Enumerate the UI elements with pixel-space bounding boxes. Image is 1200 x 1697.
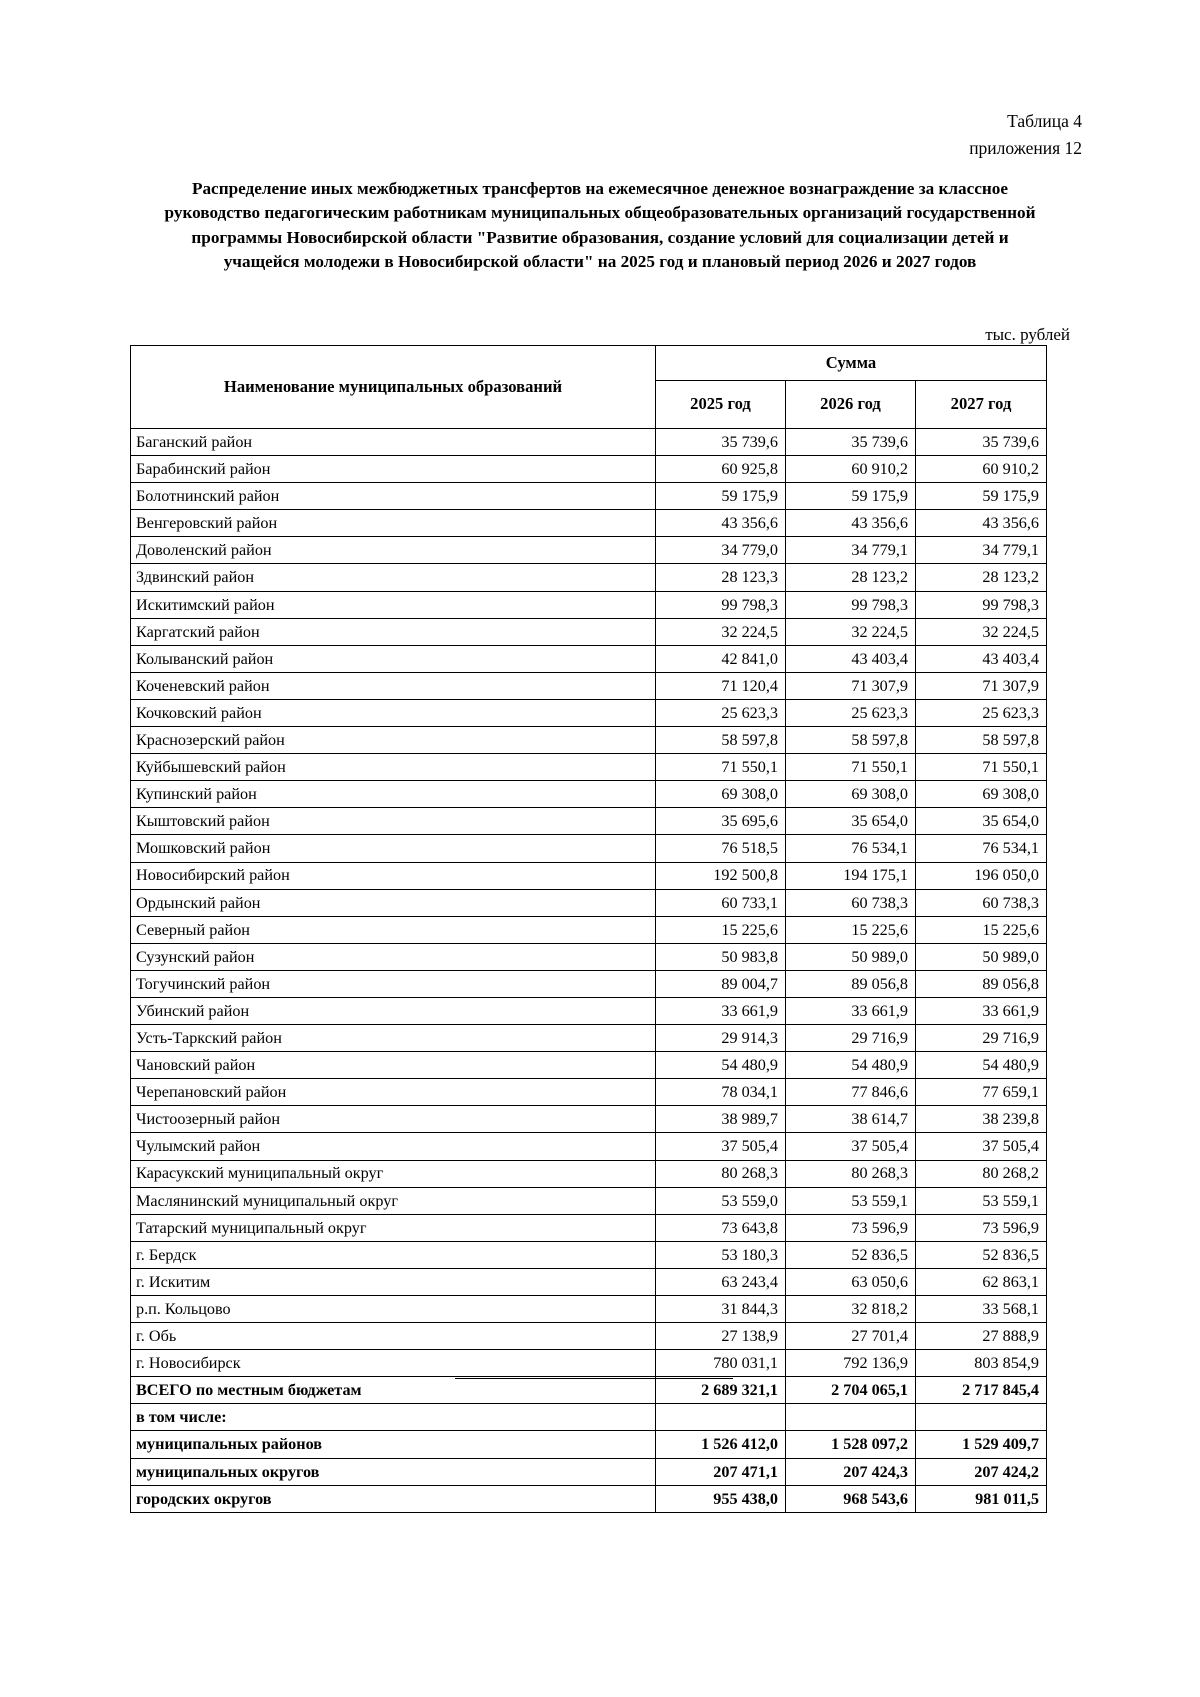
table-row [131, 862, 1047, 889]
row-value-2027: 38 239,8 [916, 1106, 1047, 1133]
row-value-2026: 792 136,9 [786, 1350, 916, 1377]
row-value-2025: 1 526 412,0 [656, 1431, 786, 1458]
row-label: Новосибирский район [131, 862, 656, 889]
row-value-2027: 35 739,6 [916, 429, 1047, 456]
table-row [131, 781, 1047, 808]
row-value-2026: 69 308,0 [786, 781, 916, 808]
row-value-2027: 25 623,3 [916, 699, 1047, 726]
row-value-2025: 60 925,8 [656, 456, 786, 483]
table-row [131, 537, 1047, 564]
row-value-2025: 28 123,3 [656, 564, 786, 591]
row-label: Сузунский район [131, 943, 656, 970]
row-value-2027: 33 661,9 [916, 997, 1047, 1024]
row-label: Коченевский район [131, 672, 656, 699]
row-value-2026: 58 597,8 [786, 727, 916, 754]
row-value-2027: 52 836,5 [916, 1241, 1047, 1268]
table-row [131, 727, 1047, 754]
row-value-2027: 60 738,3 [916, 889, 1047, 916]
table-row [131, 645, 1047, 672]
row-value-2025: 80 268,3 [656, 1160, 786, 1187]
table-row [131, 510, 1047, 537]
row-value-2025: 53 180,3 [656, 1241, 786, 1268]
row-label: Чистоозерный район [131, 1106, 656, 1133]
row-value-2026: 71 307,9 [786, 672, 916, 699]
row-value-2027: 1 529 409,7 [916, 1431, 1047, 1458]
row-value-2027: 34 779,1 [916, 537, 1047, 564]
row-value-2027: 62 863,1 [916, 1268, 1047, 1295]
row-value-2026: 37 505,4 [786, 1133, 916, 1160]
table-row [131, 1458, 1047, 1485]
row-value-2025: 42 841,0 [656, 645, 786, 672]
row-value-2025: 69 308,0 [656, 781, 786, 808]
table-reference-block [969, 108, 1082, 162]
row-value-2025: 43 356,6 [656, 510, 786, 537]
table-row [131, 699, 1047, 726]
table-number-label: Таблица 4 [1007, 111, 1082, 131]
table-row [131, 618, 1047, 645]
row-value-2026: 968 543,6 [786, 1485, 916, 1512]
row-value-2025: 35 739,6 [656, 429, 786, 456]
row-value-2025: 192 500,8 [656, 862, 786, 889]
row-label: Баганский район [131, 429, 656, 456]
table-row [131, 429, 1047, 456]
column-header-year-2025: 2025 год [656, 381, 786, 429]
row-label: Убинский район [131, 997, 656, 1024]
row-value-2026: 29 716,9 [786, 1025, 916, 1052]
table-row [131, 835, 1047, 862]
row-value-2026: 25 623,3 [786, 699, 916, 726]
row-value-2027: 35 654,0 [916, 808, 1047, 835]
row-value-2025: 15 225,6 [656, 916, 786, 943]
row-value-2026: 73 596,9 [786, 1214, 916, 1241]
row-label: Черепановский район [131, 1079, 656, 1106]
row-label: ВСЕГО по местным бюджетам [131, 1377, 656, 1404]
table-row [131, 1187, 1047, 1214]
row-value-2025: 35 695,6 [656, 808, 786, 835]
row-value-2026: 194 175,1 [786, 862, 916, 889]
row-label: Карасукский муниципальный округ [131, 1160, 656, 1187]
row-value-2027: 80 268,2 [916, 1160, 1047, 1187]
row-label: Искитимский район [131, 591, 656, 618]
row-value-2025: 71 550,1 [656, 754, 786, 781]
row-label: Усть-Таркский район [131, 1025, 656, 1052]
row-value-2026: 27 701,4 [786, 1323, 916, 1350]
row-label: Краснозерский район [131, 727, 656, 754]
row-label: г. Искитим [131, 1268, 656, 1295]
row-label: Мошковский район [131, 835, 656, 862]
row-value-2026: 54 480,9 [786, 1052, 916, 1079]
title-line-3: программы Новосибирской области "Развитие образования, создание условий для социализации детей и [191, 227, 1009, 247]
row-label: Чановский район [131, 1052, 656, 1079]
row-value-2027: 99 798,3 [916, 591, 1047, 618]
row-value-2027: 69 308,0 [916, 781, 1047, 808]
table-row [131, 1241, 1047, 1268]
row-value-2025 [656, 1404, 786, 1431]
table-row [131, 1133, 1047, 1160]
row-value-2027: 53 559,1 [916, 1187, 1047, 1214]
row-label: Венгеровский район [131, 510, 656, 537]
row-value-2026: 89 056,8 [786, 970, 916, 997]
row-value-2025: 780 031,1 [656, 1350, 786, 1377]
table-row [131, 483, 1047, 510]
row-value-2026: 99 798,3 [786, 591, 916, 618]
row-value-2027: 15 225,6 [916, 916, 1047, 943]
row-label: Барабинский район [131, 456, 656, 483]
table-row [131, 1296, 1047, 1323]
appendix-number-label: приложения 12 [969, 138, 1082, 159]
distribution-table [130, 345, 1047, 1513]
row-value-2026: 33 661,9 [786, 997, 916, 1024]
table-row [131, 1404, 1047, 1431]
row-value-2026: 60 910,2 [786, 456, 916, 483]
row-value-2025: 58 597,8 [656, 727, 786, 754]
row-value-2025: 60 733,1 [656, 889, 786, 916]
row-value-2025: 99 798,3 [656, 591, 786, 618]
row-value-2027 [916, 1404, 1047, 1431]
table-row [131, 564, 1047, 591]
row-label: Татарский муниципальный округ [131, 1214, 656, 1241]
row-value-2025: 25 623,3 [656, 699, 786, 726]
table-row [131, 1025, 1047, 1052]
row-value-2025: 29 914,3 [656, 1025, 786, 1052]
row-value-2026: 1 528 097,2 [786, 1431, 916, 1458]
column-header-year-2026: 2026 год [786, 381, 916, 429]
row-value-2027: 207 424,2 [916, 1458, 1047, 1485]
row-label: Болотнинский район [131, 483, 656, 510]
row-value-2027: 76 534,1 [916, 835, 1047, 862]
table-row [131, 672, 1047, 699]
row-value-2026: 207 424,3 [786, 1458, 916, 1485]
table-row [131, 808, 1047, 835]
row-value-2025: 207 471,1 [656, 1458, 786, 1485]
row-label: муниципальных районов [131, 1431, 656, 1458]
row-value-2026: 35 739,6 [786, 429, 916, 456]
table-row [131, 1323, 1047, 1350]
row-value-2025: 2 689 321,1 [656, 1377, 786, 1404]
document-title [130, 177, 1070, 275]
row-value-2027: 50 989,0 [916, 943, 1047, 970]
row-value-2025: 34 779,0 [656, 537, 786, 564]
row-label: Доволенский район [131, 537, 656, 564]
row-value-2026: 43 356,6 [786, 510, 916, 537]
row-value-2025: 78 034,1 [656, 1079, 786, 1106]
table-row [131, 591, 1047, 618]
title-line-1: Распределение иных межбюджетных трансфертов на ежемесячное денежное вознаграждение за классное [191, 179, 1009, 198]
row-value-2026: 28 123,2 [786, 564, 916, 591]
row-value-2025: 37 505,4 [656, 1133, 786, 1160]
row-value-2026: 32 224,5 [786, 618, 916, 645]
row-value-2027: 33 568,1 [916, 1296, 1047, 1323]
units-caption: тыс. рублей [985, 325, 1070, 344]
row-value-2027: 27 888,9 [916, 1323, 1047, 1350]
row-value-2027: 89 056,8 [916, 970, 1047, 997]
table-row [131, 1160, 1047, 1187]
table-row [131, 1350, 1047, 1377]
row-value-2026: 32 818,2 [786, 1296, 916, 1323]
row-value-2026: 35 654,0 [786, 808, 916, 835]
table-body [131, 429, 1047, 1513]
distribution-table-wrapper [130, 345, 1046, 1513]
row-value-2027: 981 011,5 [916, 1485, 1047, 1512]
row-value-2027: 59 175,9 [916, 483, 1047, 510]
table-row [131, 1431, 1047, 1458]
row-value-2025: 89 004,7 [656, 970, 786, 997]
column-header-sum: Сумма [656, 346, 1047, 381]
row-value-2027: 71 550,1 [916, 754, 1047, 781]
table-row [131, 1485, 1047, 1512]
row-value-2026: 53 559,1 [786, 1187, 916, 1214]
row-label: г. Обь [131, 1323, 656, 1350]
row-value-2026: 80 268,3 [786, 1160, 916, 1187]
table-row [131, 970, 1047, 997]
table-row [131, 1106, 1047, 1133]
row-value-2025: 54 480,9 [656, 1052, 786, 1079]
row-value-2027: 71 307,9 [916, 672, 1047, 699]
row-value-2025: 59 175,9 [656, 483, 786, 510]
row-value-2025: 71 120,4 [656, 672, 786, 699]
row-value-2025: 63 243,4 [656, 1268, 786, 1295]
row-value-2027: 43 356,6 [916, 510, 1047, 537]
row-value-2026: 60 738,3 [786, 889, 916, 916]
row-value-2026 [786, 1404, 916, 1431]
row-label: г. Бердск [131, 1241, 656, 1268]
row-value-2025: 50 983,8 [656, 943, 786, 970]
title-line-2: руководство педагогическим работникам муниципальных общеобразовательных организаций государственной [164, 203, 1036, 223]
title-line-4: учащейся молодежи в Новосибирской области" на 2025 год и плановый период 2026 и 2027 годов [223, 252, 977, 272]
row-value-2026: 71 550,1 [786, 754, 916, 781]
footer-divider [455, 1378, 733, 1379]
row-value-2027: 73 596,9 [916, 1214, 1047, 1241]
row-value-2025: 27 138,9 [656, 1323, 786, 1350]
column-header-year-2027: 2027 год [916, 381, 1047, 429]
row-value-2027: 28 123,2 [916, 564, 1047, 591]
row-value-2027: 77 659,1 [916, 1079, 1047, 1106]
table-row [131, 997, 1047, 1024]
row-value-2027: 196 050,0 [916, 862, 1047, 889]
row-label: Кыштовский район [131, 808, 656, 835]
row-value-2027: 29 716,9 [916, 1025, 1047, 1052]
table-row [131, 889, 1047, 916]
row-value-2026: 77 846,6 [786, 1079, 916, 1106]
row-value-2027: 37 505,4 [916, 1133, 1047, 1160]
row-label: Кочковский район [131, 699, 656, 726]
row-value-2027: 32 224,5 [916, 618, 1047, 645]
table-row [131, 1377, 1047, 1404]
row-label: Купинский район [131, 781, 656, 808]
row-value-2026: 76 534,1 [786, 835, 916, 862]
row-value-2027: 2 717 845,4 [916, 1377, 1047, 1404]
table-row [131, 1079, 1047, 1106]
row-value-2025: 38 989,7 [656, 1106, 786, 1133]
row-value-2025: 53 559,0 [656, 1187, 786, 1214]
row-label: Тогучинский район [131, 970, 656, 997]
table-row [131, 456, 1047, 483]
row-value-2025: 955 438,0 [656, 1485, 786, 1512]
row-label: р.п. Кольцово [131, 1296, 656, 1323]
row-value-2026: 43 403,4 [786, 645, 916, 672]
table-row [131, 943, 1047, 970]
row-value-2026: 59 175,9 [786, 483, 916, 510]
table-header [131, 346, 1047, 429]
row-value-2026: 38 614,7 [786, 1106, 916, 1133]
row-value-2025: 33 661,9 [656, 997, 786, 1024]
row-value-2027: 58 597,8 [916, 727, 1047, 754]
row-value-2026: 34 779,1 [786, 537, 916, 564]
row-label: Здвинский район [131, 564, 656, 591]
row-label: Маслянинский муниципальный округ [131, 1187, 656, 1214]
row-value-2026: 15 225,6 [786, 916, 916, 943]
table-row [131, 754, 1047, 781]
table-row [131, 916, 1047, 943]
row-label: г. Новосибирск [131, 1350, 656, 1377]
row-label: Ордынский район [131, 889, 656, 916]
row-value-2025: 76 518,5 [656, 835, 786, 862]
table-row [131, 1052, 1047, 1079]
row-value-2027: 60 910,2 [916, 456, 1047, 483]
row-value-2026: 50 989,0 [786, 943, 916, 970]
row-label: Каргатский район [131, 618, 656, 645]
row-value-2025: 31 844,3 [656, 1296, 786, 1323]
table-row [131, 1214, 1047, 1241]
column-header-name: Наименование муниципальных образований [131, 346, 656, 429]
row-label: в том числе: [131, 1404, 656, 1431]
row-label: Куйбышевский район [131, 754, 656, 781]
table-row [131, 1268, 1047, 1295]
row-value-2025: 73 643,8 [656, 1214, 786, 1241]
row-value-2025: 32 224,5 [656, 618, 786, 645]
row-value-2026: 52 836,5 [786, 1241, 916, 1268]
row-label: муниципальных округов [131, 1458, 656, 1485]
row-value-2026: 63 050,6 [786, 1268, 916, 1295]
row-value-2026: 2 704 065,1 [786, 1377, 916, 1404]
row-value-2027: 43 403,4 [916, 645, 1047, 672]
row-label: Северный район [131, 916, 656, 943]
row-value-2027: 54 480,9 [916, 1052, 1047, 1079]
row-label: Колыванский район [131, 645, 656, 672]
row-value-2027: 803 854,9 [916, 1350, 1047, 1377]
row-label: городских округов [131, 1485, 656, 1512]
row-label: Чулымский район [131, 1133, 656, 1160]
